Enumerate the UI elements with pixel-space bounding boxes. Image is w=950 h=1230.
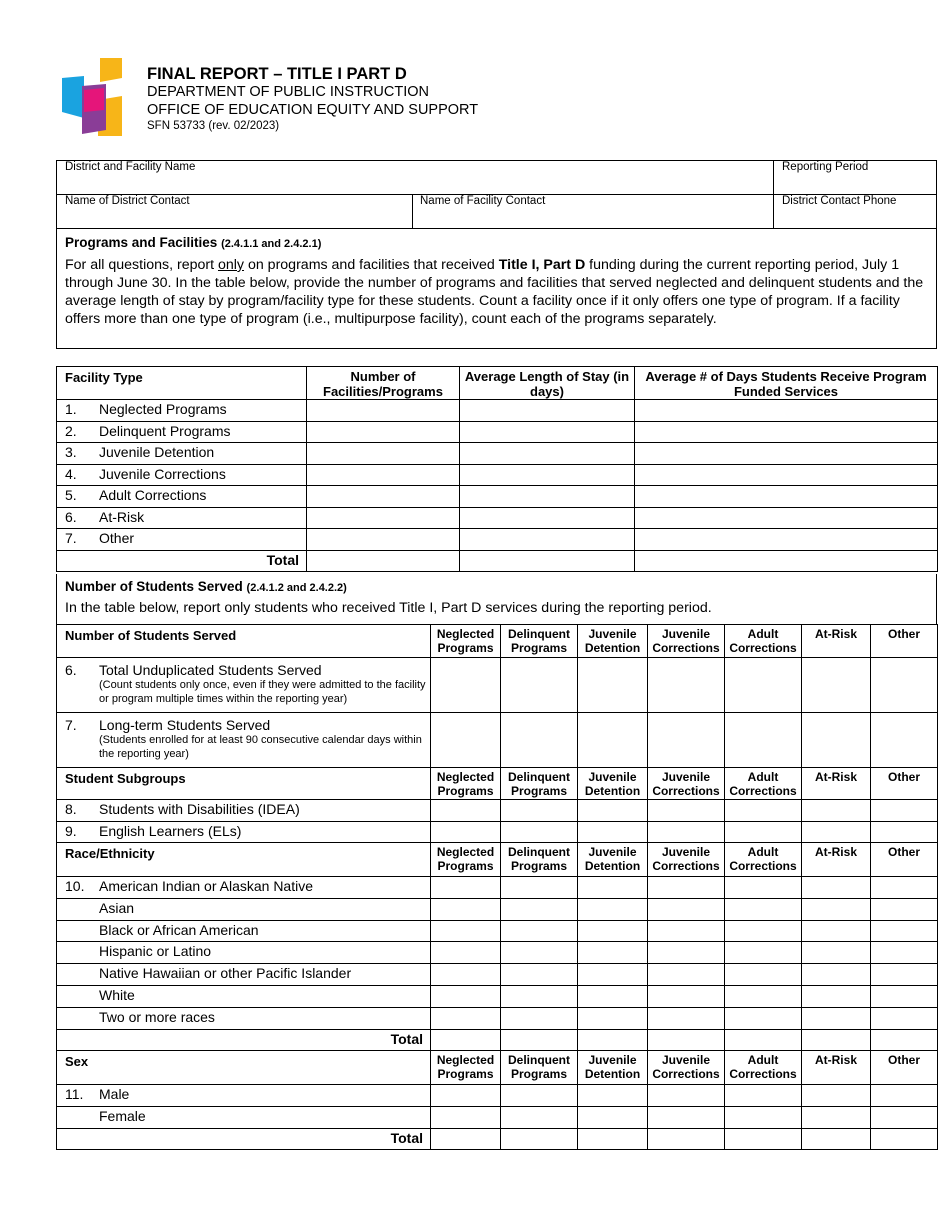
facility-type-label: Juvenile Detention xyxy=(99,444,215,460)
race-header-row xyxy=(57,843,938,877)
column-header: Delinquent Programs xyxy=(501,843,578,877)
count-input-cell[interactable] xyxy=(578,964,648,986)
facility-type-cell xyxy=(57,486,307,508)
student-row xyxy=(57,985,938,1007)
count-input-cell[interactable] xyxy=(578,1128,648,1150)
district-facility-name-field[interactable]: District and Facility Name xyxy=(65,161,196,173)
count-input-cell[interactable] xyxy=(578,942,648,964)
count-input-cell[interactable] xyxy=(578,713,648,768)
logo-blue-panel xyxy=(62,76,84,118)
column-header: Delinquent Programs xyxy=(501,768,578,800)
count-input-cell[interactable] xyxy=(871,898,938,920)
column-header: Juvenile Corrections xyxy=(648,768,725,800)
programs-title-text: Programs and Facilities xyxy=(65,235,218,250)
count-input-cell[interactable] xyxy=(725,1029,802,1051)
count-input-cell[interactable] xyxy=(871,800,938,822)
column-header: Neglected Programs xyxy=(431,768,501,800)
count-input-cell[interactable] xyxy=(725,942,802,964)
count-input-cell[interactable] xyxy=(802,821,871,843)
served-header: Number of Students Served xyxy=(57,625,431,658)
count-input-cell[interactable] xyxy=(725,877,802,899)
instr-only: only xyxy=(217,257,245,273)
count-input-cell[interactable] xyxy=(431,1029,501,1051)
dpi-logo xyxy=(60,56,124,136)
instr-text: For all questions, report xyxy=(65,257,218,273)
column-header: Neglected Programs xyxy=(431,625,501,658)
facility-input-cell[interactable] xyxy=(307,421,460,443)
count-input-cell[interactable] xyxy=(501,920,578,942)
count-input-cell[interactable] xyxy=(802,964,871,986)
count-input-cell[interactable] xyxy=(802,877,871,899)
row-number: 10. xyxy=(65,878,85,894)
column-header: At-Risk xyxy=(802,625,871,658)
row-note: (Students enrolled for at least 90 consecutive calendar days within the reporting year) xyxy=(99,734,422,760)
count-input-cell[interactable] xyxy=(725,713,802,768)
district-contact-field[interactable]: Name of District Contact xyxy=(65,195,190,207)
reporting-period-field[interactable]: Reporting Period xyxy=(782,161,869,173)
col-avg-days-services: Average # of Days Students Receive Program Funded Services xyxy=(635,367,938,400)
student-row xyxy=(57,821,938,843)
column-header: At-Risk xyxy=(802,768,871,800)
facility-type-cell xyxy=(57,421,307,443)
count-input-cell[interactable] xyxy=(802,1085,871,1107)
facility-type-cell xyxy=(57,400,307,422)
count-input-cell[interactable] xyxy=(802,658,871,713)
facility-type-cell xyxy=(57,529,307,551)
count-input-cell[interactable] xyxy=(802,1128,871,1150)
count-input-cell[interactable] xyxy=(802,800,871,822)
count-input-cell[interactable] xyxy=(725,800,802,822)
row-number: 7. xyxy=(65,530,77,546)
form-title: FINAL REPORT – TITLE I PART D xyxy=(147,65,407,83)
row-label-cell xyxy=(57,800,431,822)
row-number: 4. xyxy=(65,465,77,482)
row-label: Hispanic or Latino xyxy=(99,943,212,960)
column-header: Adult Corrections xyxy=(725,768,802,800)
facility-input-cell[interactable] xyxy=(635,507,938,529)
count-input-cell[interactable] xyxy=(725,898,802,920)
count-input-cell[interactable] xyxy=(501,942,578,964)
col-number-facilities: Number of Facilities/Programs xyxy=(307,367,460,400)
row-label: American Indian or Alaskan Native xyxy=(99,878,313,894)
facility-contact-field[interactable]: Name of Facility Contact xyxy=(420,195,546,207)
count-input-cell[interactable] xyxy=(501,800,578,822)
count-input-cell[interactable] xyxy=(802,898,871,920)
count-input-cell[interactable] xyxy=(802,920,871,942)
facility-type-cell xyxy=(57,443,307,465)
programs-title-ref: (2.4.1.1 and 2.4.2.1) xyxy=(221,238,322,250)
facility-rows xyxy=(57,400,938,551)
facility-type-label: Other xyxy=(99,530,135,546)
count-input-cell[interactable] xyxy=(725,985,802,1007)
row-label: Native Hawaiian or other Pacific Islander xyxy=(99,965,352,982)
count-input-cell[interactable] xyxy=(725,1106,802,1128)
row-number: 11. xyxy=(65,1086,84,1103)
count-input-cell[interactable] xyxy=(431,964,501,986)
subgroups-header-row xyxy=(57,768,938,800)
students-section-title xyxy=(65,579,347,594)
col-facility-type: Facility Type xyxy=(57,367,307,400)
count-input-cell[interactable] xyxy=(871,877,938,899)
form-header xyxy=(147,66,478,135)
row-label: Female xyxy=(99,1107,146,1124)
row-number: 5. xyxy=(65,487,77,503)
count-input-cell[interactable] xyxy=(725,1128,802,1150)
count-input-cell[interactable] xyxy=(802,1007,871,1029)
count-input-cell[interactable] xyxy=(578,1007,648,1029)
facility-type-table xyxy=(56,366,938,572)
students-rows xyxy=(57,625,938,1150)
facility-input-cell[interactable] xyxy=(460,486,635,508)
row-number: 9. xyxy=(65,822,77,839)
student-row xyxy=(57,658,938,713)
count-input-cell[interactable] xyxy=(648,985,725,1007)
facility-type-label: At-Risk xyxy=(99,508,145,525)
instr-text: funding during the current reporting period, July 1 through June 30. In the table below, provide the number of programs and facilities that served neglected and delinquent students and the average length of stay by program/facility type for these students. Count a facility once if it only offers one type of program. If a facility offers more than one type of program (i.e., multipurpose facility), count each of the programs separately. xyxy=(65,257,924,327)
facility-input-cell[interactable] xyxy=(307,443,460,465)
row-label: Long-term Students Served xyxy=(99,717,271,733)
column-header: Adult Corrections xyxy=(725,625,802,658)
facility-input-cell[interactable] xyxy=(307,486,460,508)
instr-text: on programs and facilities that received xyxy=(244,257,499,273)
race-header: Race/Ethnicity xyxy=(57,843,431,877)
facility-type-label: Juvenile Corrections xyxy=(99,465,226,482)
column-header: Other xyxy=(871,625,938,658)
column-header: Neglected Programs xyxy=(431,843,501,877)
department-name: DEPARTMENT OF PUBLIC INSTRUCTION xyxy=(147,84,429,100)
count-input-cell[interactable] xyxy=(578,821,648,843)
count-input-cell[interactable] xyxy=(501,1029,578,1051)
count-input-cell[interactable] xyxy=(431,898,501,920)
column-header: Juvenile Detention xyxy=(578,1051,648,1085)
row-label-cell xyxy=(57,713,431,768)
total-label: Total xyxy=(57,1128,431,1150)
students-title-text: Number of Students Served xyxy=(65,579,243,594)
count-input-cell[interactable] xyxy=(648,898,725,920)
row-note: (Count students only once, even if they were admitted to the facility or program multiple times within the reporting year) xyxy=(99,679,426,705)
count-input-cell[interactable] xyxy=(431,800,501,822)
count-input-cell[interactable] xyxy=(648,800,725,822)
facility-input-cell[interactable] xyxy=(460,400,635,422)
row-number: 8. xyxy=(65,801,77,817)
count-input-cell[interactable] xyxy=(648,1106,725,1128)
facility-input-cell[interactable] xyxy=(635,486,938,508)
row-label-cell xyxy=(57,898,431,920)
student-row xyxy=(57,1106,938,1128)
facility-type-label: Neglected Programs xyxy=(99,401,227,417)
sex-header: Sex xyxy=(57,1051,431,1085)
column-header: Delinquent Programs xyxy=(501,1051,578,1085)
count-input-cell[interactable] xyxy=(871,1085,938,1107)
student-row xyxy=(57,1085,938,1107)
count-input-cell[interactable] xyxy=(501,1106,578,1128)
row-number: 7. xyxy=(65,717,77,733)
count-input-cell[interactable] xyxy=(648,1085,725,1107)
instr-bold: Title I, Part D xyxy=(498,257,586,273)
column-header: Other xyxy=(871,1051,938,1085)
count-input-cell[interactable] xyxy=(725,1007,802,1029)
sex-header-row xyxy=(57,1051,938,1085)
count-input-cell[interactable] xyxy=(648,877,725,899)
facility-input-cell[interactable] xyxy=(635,400,938,422)
row-number: 6. xyxy=(65,508,77,525)
count-input-cell[interactable] xyxy=(501,1007,578,1029)
facility-total-cell[interactable] xyxy=(460,550,635,571)
count-input-cell[interactable] xyxy=(578,877,648,899)
student-row xyxy=(57,800,938,822)
count-input-cell[interactable] xyxy=(431,658,501,713)
total-row xyxy=(57,1128,938,1150)
facility-input-cell[interactable] xyxy=(460,507,635,529)
count-input-cell[interactable] xyxy=(871,985,938,1007)
count-input-cell[interactable] xyxy=(578,985,648,1007)
facility-input-cell[interactable] xyxy=(460,529,635,551)
count-input-cell[interactable] xyxy=(578,1029,648,1051)
total-label: Total xyxy=(57,1029,431,1051)
row-label-cell xyxy=(57,658,431,713)
count-input-cell[interactable] xyxy=(648,821,725,843)
count-input-cell[interactable] xyxy=(725,658,802,713)
count-input-cell[interactable] xyxy=(578,658,648,713)
count-input-cell[interactable] xyxy=(871,1007,938,1029)
column-header: Juvenile Corrections xyxy=(648,625,725,658)
office-name: OFFICE OF EDUCATION EQUITY AND SUPPORT xyxy=(147,102,479,118)
facility-row xyxy=(57,464,938,486)
facility-input-cell[interactable] xyxy=(635,529,938,551)
logo-yellow-top xyxy=(100,58,122,82)
count-input-cell[interactable] xyxy=(871,920,938,942)
column-header: Delinquent Programs xyxy=(501,625,578,658)
students-instructions: In the table below, report only students who received Title I, Part D services during the reporting period. xyxy=(65,600,712,616)
count-input-cell[interactable] xyxy=(871,1029,938,1051)
count-input-cell[interactable] xyxy=(578,1106,648,1128)
count-input-cell[interactable] xyxy=(871,658,938,713)
row-label: Students with Disabilities (IDEA) xyxy=(99,801,300,817)
row-label-cell xyxy=(57,1106,431,1128)
facility-input-cell[interactable] xyxy=(635,464,938,486)
facility-input-cell[interactable] xyxy=(307,400,460,422)
row-number: 1. xyxy=(65,401,77,417)
count-input-cell[interactable] xyxy=(648,658,725,713)
programs-section-title xyxy=(65,235,321,250)
count-input-cell[interactable] xyxy=(578,920,648,942)
row-label-cell xyxy=(57,920,431,942)
programs-instructions xyxy=(65,256,931,328)
facility-row xyxy=(57,400,938,422)
facility-row xyxy=(57,443,938,465)
logo-pink-panel xyxy=(84,88,104,112)
count-input-cell[interactable] xyxy=(648,1029,725,1051)
count-input-cell[interactable] xyxy=(802,713,871,768)
row-label-cell xyxy=(57,1007,431,1029)
facility-type-cell xyxy=(57,507,307,529)
facility-type-cell xyxy=(57,464,307,486)
count-input-cell[interactable] xyxy=(648,942,725,964)
count-input-cell[interactable] xyxy=(501,1085,578,1107)
students-title-ref: (2.4.1.2 and 2.4.2.2) xyxy=(246,582,347,594)
count-input-cell[interactable] xyxy=(648,1007,725,1029)
facility-input-cell[interactable] xyxy=(460,443,635,465)
count-input-cell[interactable] xyxy=(871,713,938,768)
facility-row xyxy=(57,486,938,508)
facility-row xyxy=(57,529,938,551)
divider xyxy=(412,194,413,228)
count-input-cell[interactable] xyxy=(725,920,802,942)
row-label: Male xyxy=(99,1086,130,1103)
count-input-cell[interactable] xyxy=(725,1085,802,1107)
column-header: Adult Corrections xyxy=(725,1051,802,1085)
facility-total-label: Total xyxy=(57,550,307,571)
count-input-cell[interactable] xyxy=(802,942,871,964)
students-served-table xyxy=(56,624,938,1150)
count-input-cell[interactable] xyxy=(431,920,501,942)
row-label: Two or more races xyxy=(99,1008,215,1025)
count-input-cell[interactable] xyxy=(501,985,578,1007)
column-header: At-Risk xyxy=(802,1051,871,1085)
count-input-cell[interactable] xyxy=(648,1128,725,1150)
count-input-cell[interactable] xyxy=(501,877,578,899)
row-label: Total Unduplicated Students Served xyxy=(99,662,322,678)
column-header: Juvenile Corrections xyxy=(648,1051,725,1085)
count-input-cell[interactable] xyxy=(431,985,501,1007)
column-header: Other xyxy=(871,768,938,800)
facility-type-label: Delinquent Programs xyxy=(99,422,231,439)
count-input-cell[interactable] xyxy=(501,658,578,713)
divider xyxy=(773,160,774,228)
count-input-cell[interactable] xyxy=(578,800,648,822)
count-input-cell[interactable] xyxy=(431,821,501,843)
count-input-cell[interactable] xyxy=(802,1106,871,1128)
row-label: White xyxy=(99,986,135,1003)
count-input-cell[interactable] xyxy=(578,1085,648,1107)
row-label-cell xyxy=(57,964,431,986)
facility-input-cell[interactable] xyxy=(307,529,460,551)
count-input-cell[interactable] xyxy=(871,964,938,986)
count-input-cell[interactable] xyxy=(431,877,501,899)
facility-type-label: Adult Corrections xyxy=(99,487,207,503)
facility-input-cell[interactable] xyxy=(307,507,460,529)
facility-input-cell[interactable] xyxy=(635,421,938,443)
row-label-cell xyxy=(57,942,431,964)
count-input-cell[interactable] xyxy=(648,964,725,986)
facility-input-cell[interactable] xyxy=(460,421,635,443)
count-input-cell[interactable] xyxy=(725,821,802,843)
row-label-cell xyxy=(57,1085,431,1107)
count-input-cell[interactable] xyxy=(431,942,501,964)
count-input-cell[interactable] xyxy=(431,1085,501,1107)
facility-total-cell[interactable] xyxy=(635,550,938,571)
row-number: 2. xyxy=(65,422,77,439)
count-input-cell[interactable] xyxy=(431,1128,501,1150)
column-header: Juvenile Corrections xyxy=(648,843,725,877)
column-header: Juvenile Detention xyxy=(578,843,648,877)
col-avg-length-stay: Average Length of Stay (in days) xyxy=(460,367,635,400)
student-row xyxy=(57,898,938,920)
count-input-cell[interactable] xyxy=(431,1106,501,1128)
student-row xyxy=(57,964,938,986)
row-label: English Learners (ELs) xyxy=(99,822,242,839)
facility-total-cell[interactable] xyxy=(307,550,460,571)
row-label-cell xyxy=(57,877,431,899)
count-input-cell[interactable] xyxy=(725,964,802,986)
count-input-cell[interactable] xyxy=(648,713,725,768)
served-header-row xyxy=(57,625,938,658)
count-input-cell[interactable] xyxy=(431,713,501,768)
subgroups-header: Student Subgroups xyxy=(57,768,431,800)
facility-input-cell[interactable] xyxy=(460,464,635,486)
facility-input-cell[interactable] xyxy=(635,443,938,465)
row-label-cell xyxy=(57,985,431,1007)
row-number: 3. xyxy=(65,444,77,460)
form-number: SFN 53733 (rev. 02/2023) xyxy=(147,120,280,132)
student-row xyxy=(57,1007,938,1029)
student-row xyxy=(57,942,938,964)
divider xyxy=(56,228,937,229)
student-row xyxy=(57,713,938,768)
column-header: Other xyxy=(871,843,938,877)
district-contact-phone-field[interactable]: District Contact Phone xyxy=(782,195,897,207)
count-input-cell[interactable] xyxy=(871,1106,938,1128)
count-input-cell[interactable] xyxy=(501,821,578,843)
count-input-cell[interactable] xyxy=(648,920,725,942)
count-input-cell[interactable] xyxy=(501,1128,578,1150)
column-header: At-Risk xyxy=(802,843,871,877)
total-row xyxy=(57,1029,938,1051)
row-label: Black or African American xyxy=(99,921,259,938)
student-row xyxy=(57,877,938,899)
row-number: 6. xyxy=(65,662,77,678)
count-input-cell[interactable] xyxy=(501,964,578,986)
count-input-cell[interactable] xyxy=(431,1007,501,1029)
count-input-cell[interactable] xyxy=(871,821,938,843)
column-header: Neglected Programs xyxy=(431,1051,501,1085)
count-input-cell[interactable] xyxy=(802,985,871,1007)
column-header: Juvenile Detention xyxy=(578,625,648,658)
facility-input-cell[interactable] xyxy=(307,464,460,486)
count-input-cell[interactable] xyxy=(871,942,938,964)
count-input-cell[interactable] xyxy=(802,1029,871,1051)
student-row xyxy=(57,920,938,942)
count-input-cell[interactable] xyxy=(871,1128,938,1150)
facility-row xyxy=(57,507,938,529)
count-input-cell[interactable] xyxy=(578,898,648,920)
row-label: Asian xyxy=(99,899,135,916)
count-input-cell[interactable] xyxy=(501,713,578,768)
column-header: Juvenile Detention xyxy=(578,768,648,800)
column-header: Adult Corrections xyxy=(725,843,802,877)
row-label-cell xyxy=(57,821,431,843)
count-input-cell[interactable] xyxy=(501,898,578,920)
facility-row xyxy=(57,421,938,443)
